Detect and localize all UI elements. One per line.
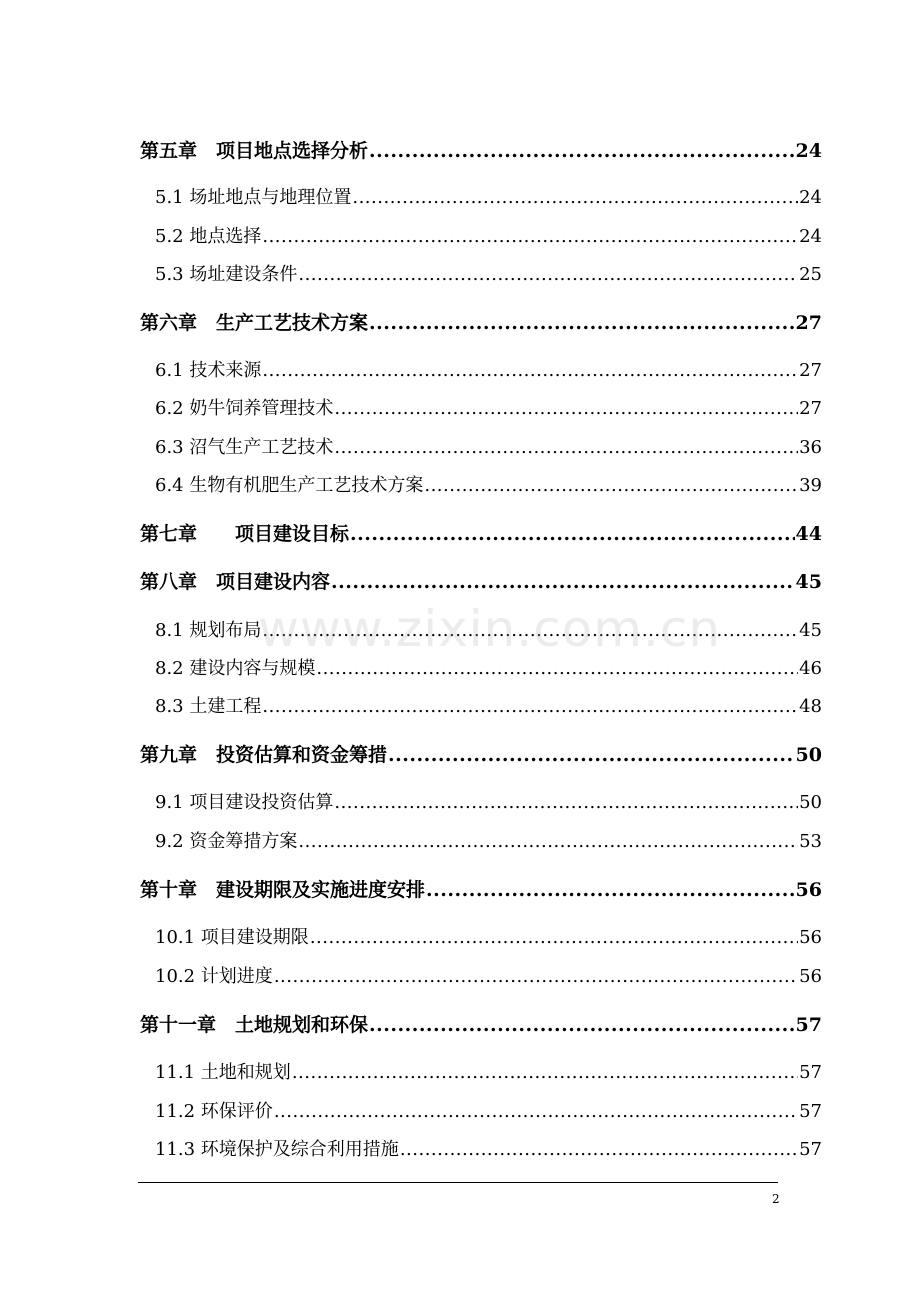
toc-entry-page: 56 [799, 966, 822, 987]
toc-entry-page: 27 [799, 360, 822, 381]
toc-chapter-5[interactable] [140, 136, 822, 163]
dot-leader [331, 571, 795, 593]
toc-entry-title: 9.1 项目建设投资估算 [155, 792, 334, 813]
toc-entry-page: 53 [799, 831, 822, 852]
toc-chapter-11[interactable] [140, 1010, 822, 1037]
toc-entry-page: 56 [799, 927, 822, 948]
toc-entry-page: 48 [799, 696, 822, 717]
footer-divider [138, 1182, 778, 1183]
dot-leader [388, 744, 795, 766]
toc-section-9-2[interactable] [155, 827, 822, 853]
watermark: www.zixin.com.cn [258, 600, 722, 658]
toc-entry-title: 9.2 资金筹措方案 [155, 831, 298, 852]
page-number: 2 [772, 1192, 780, 1206]
toc-entry-title: 第六章 生产工艺技术方案 [140, 312, 369, 334]
dot-leader [262, 226, 798, 247]
toc-entry-page: 57 [799, 1139, 822, 1160]
toc-entry-title: 第八章 项目建设内容 [140, 571, 331, 593]
toc-section-6-1[interactable] [155, 356, 822, 382]
toc-entry-title: 第十章 建设期限及实施进度安排 [140, 879, 426, 901]
toc-entry-title: 第五章 项目地点选择分析 [140, 140, 369, 162]
toc-chapter-7[interactable] [140, 519, 822, 546]
toc-chapter-6[interactable] [140, 308, 822, 335]
toc-section-5-3[interactable] [155, 260, 822, 286]
toc-section-6-4[interactable] [155, 471, 822, 497]
toc-entry-title: 5.3 场址建设条件 [155, 264, 298, 285]
toc-entry-title: 11.2 环保评价 [155, 1101, 273, 1122]
dot-leader [298, 831, 798, 852]
toc-section-6-3[interactable] [155, 433, 822, 459]
toc-section-11-1[interactable] [155, 1058, 822, 1084]
dot-leader [369, 312, 795, 334]
toc-entry-title: 6.4 生物有机肥生产工艺技术方案 [155, 475, 424, 496]
toc-entry-title: 第十一章 土地规划和环保 [140, 1014, 369, 1036]
toc-section-11-3[interactable] [155, 1135, 822, 1161]
dot-leader [310, 927, 798, 948]
toc-section-5-1[interactable] [155, 183, 822, 209]
toc-entry-title: 5.1 场址地点与地理位置 [155, 187, 352, 208]
dot-leader [352, 187, 798, 208]
toc-entry-page: 24 [795, 140, 822, 162]
toc-chapter-8[interactable] [140, 567, 822, 594]
toc-entry-page: 27 [795, 312, 822, 334]
toc-entry-title: 6.1 技术来源 [155, 360, 262, 381]
toc-entry-title: 6.2 奶牛饲养管理技术 [155, 398, 334, 419]
toc-entry-page: 45 [795, 571, 822, 593]
toc-section-5-2[interactable] [155, 222, 822, 248]
toc-entry-page: 56 [795, 879, 822, 901]
toc-entry-page: 46 [799, 658, 822, 679]
toc-entry-page: 44 [795, 523, 822, 545]
toc-entry-page: 36 [799, 437, 822, 458]
toc-entry-title: 6.3 沼气生产工艺技术 [155, 437, 334, 458]
toc-entry-page: 50 [799, 792, 822, 813]
toc-section-9-1[interactable] [155, 788, 822, 814]
toc-entry-title: 8.1 规划布局 [155, 620, 262, 641]
toc-section-8-3[interactable] [155, 692, 822, 718]
dot-leader [262, 696, 798, 717]
toc-entry-page: 24 [799, 187, 822, 208]
dot-leader [334, 398, 798, 419]
toc-entry-page: 39 [799, 475, 822, 496]
toc-section-11-2[interactable] [155, 1097, 822, 1123]
toc-chapter-10[interactable] [140, 875, 822, 902]
toc-entry-page: 45 [799, 620, 822, 641]
toc-entry-title: 10.1 项目建设期限 [155, 927, 309, 948]
dot-leader [400, 1139, 798, 1160]
dot-leader [369, 1014, 795, 1036]
dot-leader [292, 1062, 798, 1083]
dot-leader [334, 437, 798, 458]
toc-entry-title: 10.2 计划进度 [155, 966, 273, 987]
toc-entry-page: 57 [799, 1101, 822, 1122]
toc-entry-page: 27 [799, 398, 822, 419]
toc-entry-page: 24 [799, 226, 822, 247]
dot-leader [334, 792, 798, 813]
dot-leader [316, 658, 798, 679]
dot-leader [369, 140, 795, 162]
toc-entry-title: 5.2 地点选择 [155, 226, 262, 247]
toc-entry-title: 11.1 土地和规划 [155, 1062, 291, 1083]
dot-leader [274, 1101, 798, 1122]
toc-entry-page: 25 [799, 264, 822, 285]
dot-leader [426, 879, 795, 901]
toc-entry-page: 57 [795, 1014, 822, 1036]
dot-leader [424, 475, 798, 496]
toc-entry-title: 第七章 项目建设目标 [140, 523, 350, 545]
toc-entry-title: 11.3 环境保护及综合利用措施 [155, 1139, 399, 1160]
toc-entry-title: 8.2 建设内容与规模 [155, 658, 316, 679]
toc-section-10-1[interactable] [155, 923, 822, 949]
toc-entry-page: 57 [799, 1062, 822, 1083]
toc-entry-title: 第九章 投资估算和资金筹措 [140, 744, 388, 766]
toc-entry-title: 8.3 土建工程 [155, 696, 262, 717]
dot-leader [274, 966, 798, 987]
toc-chapter-9[interactable] [140, 740, 822, 767]
dot-leader [262, 360, 798, 381]
dot-leader [350, 523, 795, 545]
toc-entry-page: 50 [795, 744, 822, 766]
dot-leader [298, 264, 798, 285]
toc-section-6-2[interactable] [155, 394, 822, 420]
toc-section-10-2[interactable] [155, 962, 822, 988]
